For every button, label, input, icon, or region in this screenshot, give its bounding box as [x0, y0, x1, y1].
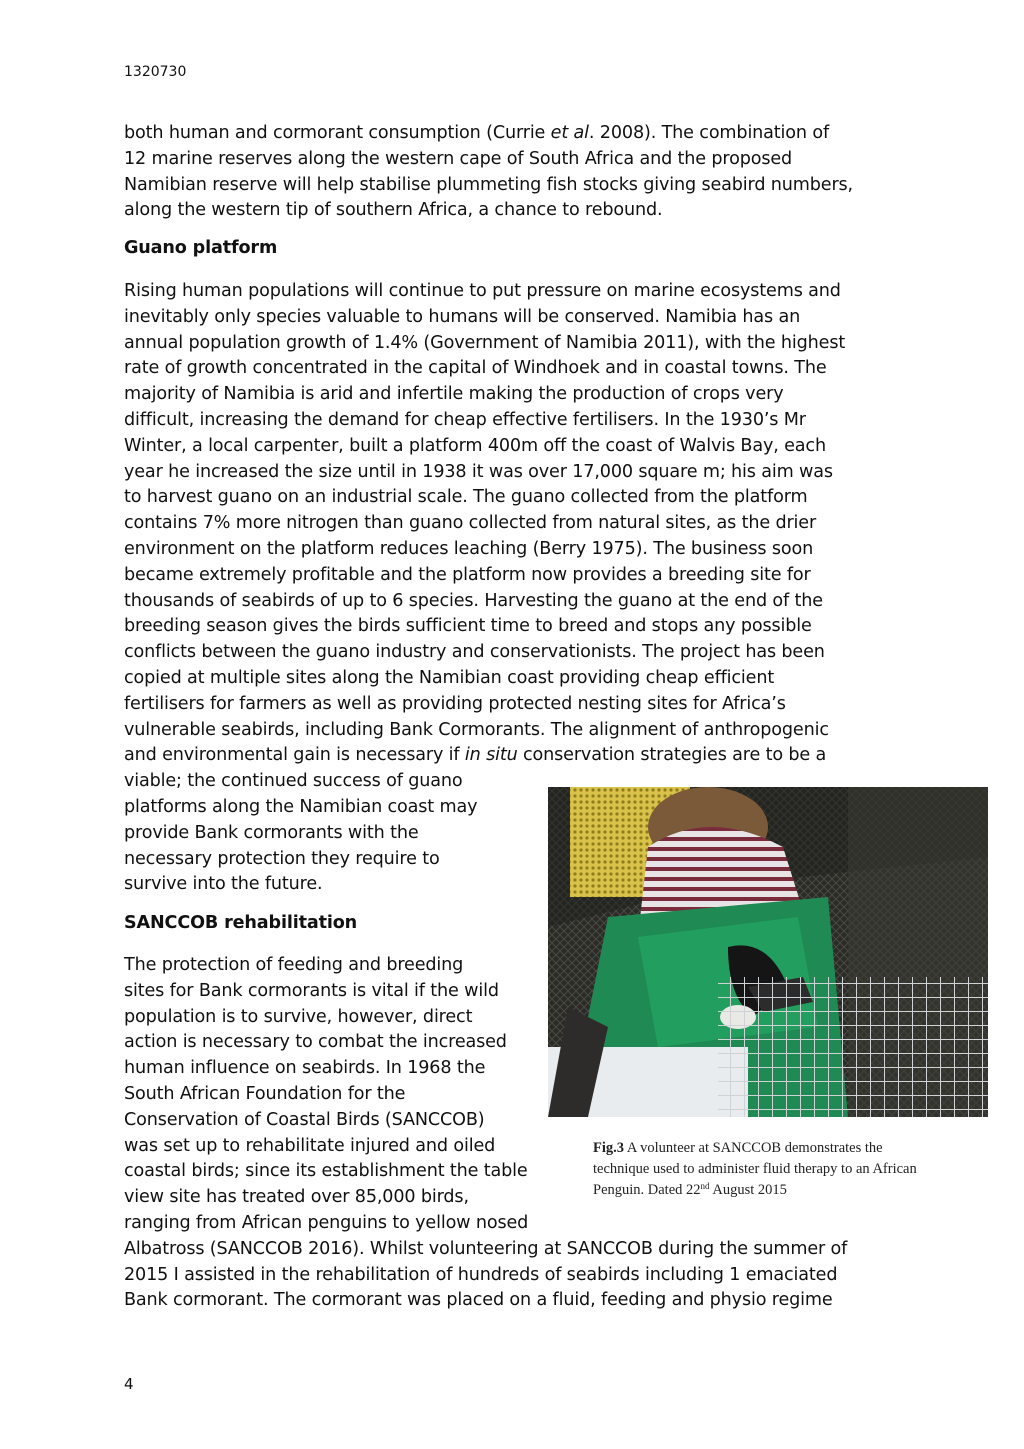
line-text: The protection of feeding and breeding [124, 955, 464, 975]
line-text: both human and cormorant consumption (Currie [124, 123, 551, 143]
text-line [124, 173, 853, 199]
line-text: environment on the platform reduces leaching (Berry 1975). The business soon [124, 538, 814, 559]
text-line [124, 382, 845, 408]
line-text: Rising human populations will continue to put pressure on marine ecosystems and [124, 281, 841, 301]
text-line [124, 743, 845, 769]
line-text: Albatross (SANCCOB 2016). Whilst volunteering at SANCCOB during the summer of [124, 1238, 848, 1259]
text-line [124, 1237, 847, 1263]
line-text: Conservation of Coastal Birds (SANCCOB) [124, 1109, 485, 1130]
text-line [124, 408, 845, 434]
line-text: inevitably only species valuable to humans will be conserved. Namibia has an [124, 306, 801, 327]
text-line [124, 198, 853, 224]
line-text: year he increased the size until in 1938 it was over 17,000 square m; his aim was [124, 461, 833, 482]
line-text: Winter, a local carpenter, built a platform 400m off the coast of Walvis Bay, each [124, 435, 826, 456]
text-line [124, 460, 845, 486]
line-text: Bank cormorant. The cormorant was placed on a fluid, feeding and physio regime [124, 1290, 833, 1311]
line-text: viable; the continued success of guano [124, 771, 463, 792]
italic-text: in situ [464, 745, 518, 766]
page-number: 4 [124, 1375, 134, 1393]
text-line [124, 692, 845, 718]
text-line [124, 121, 853, 147]
line-text: provide Bank cormorants with the [124, 822, 419, 843]
text-line [124, 1263, 847, 1289]
text-line [124, 666, 845, 692]
line-text: became extremely profitable and the platform now provides a breeding site for [124, 564, 811, 585]
heading-guano-platform: Guano platform [124, 238, 278, 258]
line-text: breeding season gives the birds sufficient time to breed and stops any possible [124, 616, 812, 637]
text-line [124, 589, 845, 615]
line-text: population is to survive, however, direct [124, 1006, 473, 1027]
line-text: necessary protection they require to [124, 848, 440, 869]
figure-caption [593, 1138, 933, 1201]
text-line [124, 537, 845, 563]
figure-caption-superscript: nd [700, 1181, 710, 1191]
volunteer-photo-illustration [548, 787, 988, 1117]
line-text: South African Foundation for the [124, 1083, 406, 1104]
text-line [124, 434, 845, 460]
line-text: human influence on seabirds. In 1968 the [124, 1058, 486, 1079]
figure-label: Fig.3 [593, 1140, 625, 1156]
line-text: vulnerable seabirds, including Bank Cormorants. The alignment of anthropogenic [124, 719, 829, 740]
text-line [124, 1211, 847, 1237]
text-line [124, 331, 845, 357]
line-text: was set up to rehabilitate injured and oiled [124, 1135, 496, 1156]
volunteer-photo [548, 787, 988, 1117]
text-line [124, 511, 845, 537]
line-text: annual population growth of 1.4% (Government of Namibia 2011), with the highest [124, 332, 846, 353]
line-text: conflicts between the guano industry and conservationists. The project has been [124, 642, 825, 663]
text-line [124, 147, 853, 173]
line-text: sites for Bank cormorants is vital if the wild [124, 980, 499, 1001]
line-text: . 2008). The combination of [588, 123, 830, 143]
text-line [124, 614, 845, 640]
line-text: copied at multiple sites along the Namibian coast providing cheap efficient [124, 667, 775, 688]
line-text: rate of growth concentrated in the capital of Windhoek and in coastal towns. The [124, 358, 827, 379]
text-line [124, 1288, 847, 1314]
line-text: view site has treated over 85,000 birds, [124, 1187, 469, 1208]
line-text: action is necessary to combat the increased [124, 1032, 507, 1053]
paragraph-intro [124, 121, 853, 224]
heading-sanccob-rehabilitation: SANCCOB rehabilitation [124, 913, 358, 933]
line-text: contains 7% more nitrogen than guano collected from natural sites, as the drier [124, 513, 817, 534]
text-line [124, 279, 845, 305]
line-text: coastal birds; since its establishment the table [124, 1161, 528, 1182]
line-text: and environmental gain is necessary if [124, 745, 465, 766]
line-text: to harvest guano on an industrial scale. The guano collected from the platform [124, 487, 808, 508]
text-line [124, 563, 845, 589]
line-text: thousands of seabirds of up to 6 species. Harvesting the guano at the end of the [124, 590, 823, 611]
text-line [124, 718, 845, 744]
text-line [124, 485, 845, 511]
line-text: majority of Namibia is arid and infertile making the production of crops very [124, 384, 784, 405]
figure-caption-end: August 2015 [709, 1182, 787, 1198]
text-line [124, 305, 845, 331]
line-text: conservation strategies are to be a [517, 745, 827, 766]
italic-text: et al [550, 123, 589, 143]
text-line [124, 640, 845, 666]
line-text: along the western tip of southern Africa, a chance to rebound. [124, 200, 663, 221]
document-id: 1320730 [124, 64, 187, 80]
line-text: survive into the future. [124, 874, 323, 895]
line-text: Namibian reserve will help stabilise plummeting fish stocks giving seabird numbers, [124, 174, 854, 195]
line-text: 12 marine reserves along the western cape of South Africa and the proposed [124, 148, 793, 169]
line-text: fertilisers for farmers as well as providing protected nesting sites for Africa’s [124, 693, 786, 714]
text-line [124, 356, 845, 382]
line-text: platforms along the Namibian coast may [124, 796, 478, 817]
figure-caption-text: A volunteer at SANCCOB demonstrates the technique used to administer fluid therapy to an African Penguin. Dated 22 [593, 1140, 917, 1198]
line-text: ranging from African penguins to yellow nosed [124, 1212, 529, 1233]
line-text: difficult, increasing the demand for cheap effective fertilisers. In the 1930’s Mr [124, 409, 806, 430]
line-text: 2015 I assisted in the rehabilitation of hundreds of seabirds including 1 emaciated [124, 1264, 838, 1285]
